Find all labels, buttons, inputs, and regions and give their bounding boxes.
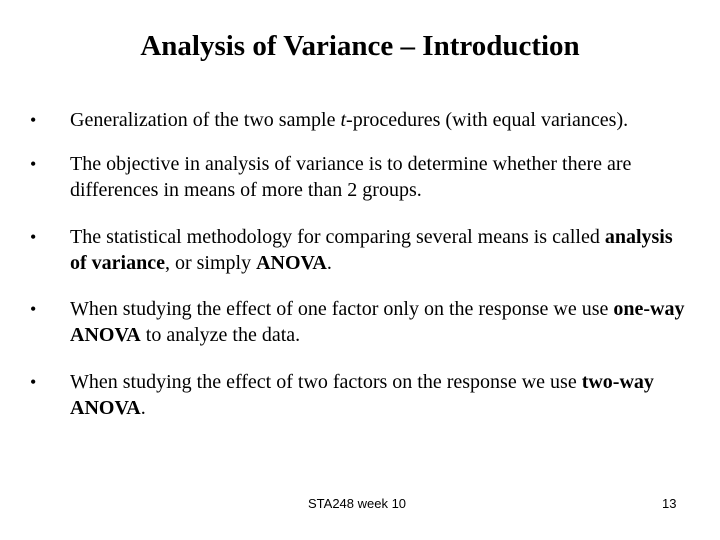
term-anova: ANOVA — [256, 252, 327, 274]
bullet-marker: • — [30, 154, 37, 174]
bullet-text-part: , or simply — [164, 252, 257, 274]
slide-title: Analysis of Variance – Introduction — [140, 30, 580, 62]
bullet-objective — [30, 151, 690, 203]
bullet-marker: • — [30, 372, 37, 392]
bullet-text — [70, 296, 690, 348]
bullet-text-part: . — [140, 397, 146, 419]
bullet-text — [70, 224, 690, 276]
bullet-text — [70, 107, 690, 133]
bullet-text: The objective in analysis of variance is to determine whether there are differences in means of more than 2 groups. — [70, 153, 632, 201]
bullet-text-part: to analyze the data. — [140, 324, 301, 346]
page-number: 13 — [662, 496, 677, 511]
bullet-marker: • — [30, 110, 37, 130]
italic-t: t — [340, 109, 347, 131]
term-analysis-of-variance: analysis of variance — [70, 226, 673, 274]
term-two-way-anova: two-way ANOVA — [70, 371, 654, 419]
bullet-text-part: Generalization of the two sample — [70, 109, 341, 131]
bullet-marker: • — [30, 227, 37, 247]
bullet-text-part: When studying the effect of one factor only on the response we use — [70, 298, 614, 320]
footer-course-label: STA248 week 10 — [308, 496, 407, 511]
bullet-text — [70, 369, 690, 421]
term-one-way-anova: one-way ANOVA — [70, 298, 685, 346]
bullet-text-part: -procedures (with equal variances). — [346, 109, 629, 131]
bullet-text-part: The statistical methodology for comparing several means is called — [70, 226, 605, 248]
bullet-generalization — [30, 107, 690, 133]
bullet-text-part: When studying the effect of two factors on the response we use — [70, 371, 582, 393]
bullet-text-part: . — [326, 252, 332, 274]
bullet-one-way — [30, 296, 690, 348]
bullet-methodology — [30, 224, 690, 276]
bullet-marker: • — [30, 299, 37, 319]
bullet-two-way — [30, 369, 690, 421]
